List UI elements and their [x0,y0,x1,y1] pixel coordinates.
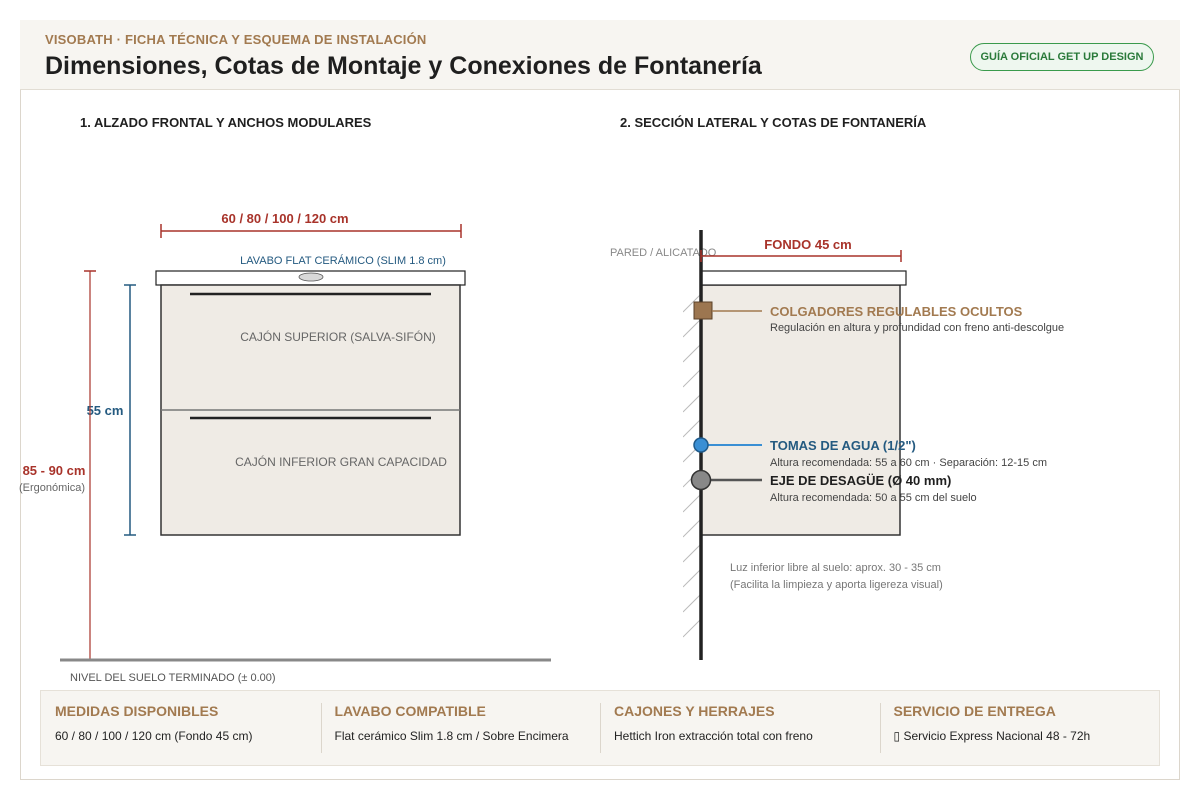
brand-line: VISOBATH · FICHA TÉCNICA Y ESQUEMA DE INSTALACIÓN [45,32,427,47]
hangers-title: COLGADORES REGULABLES OCULTOS [770,304,1023,319]
footer-title: SERVICIO DE ENTREGA [893,703,1056,719]
page-title: Dimensiones, Cotas de Montaje y Conexiones de Fontanería [45,52,762,80]
water-inlet-marker [694,438,708,452]
footer-title: CAJONES Y HERRAJES [614,703,775,719]
water-title: TOMAS DE AGUA (1/2") [770,438,916,453]
footer-cell-sizes [41,691,321,765]
total-height-label: 85 - 90 cm [22,463,86,478]
water-description: Altura recomendada: 55 a 60 cm · Separación: 12-15 cm [770,457,1047,469]
front-section-heading: 1. ALZADO FRONTAL Y ANCHOS MODULARES [80,115,372,130]
drain-description: Altura recomendada: 50 a 55 cm del suelo [770,492,977,504]
footer-value: Flat cerámico Slim 1.8 cm / Sobre Encimera [334,729,569,743]
footer-cell-sink [321,691,601,765]
cabinet-height-label: 55 cm [86,403,124,418]
width-label: 60 / 80 / 100 / 120 cm [221,211,349,226]
hanger-marker [694,302,712,319]
drawer-top-label: CAJÓN SUPERIOR (SALVA-SIFÓN) [240,330,436,344]
official-guide-badge: GUÍA OFICIAL GET UP DESIGN [970,43,1154,71]
footer-value: ▯ Servicio Express Nacional 48 - 72h [893,729,1091,743]
sink-drain-hole [299,273,323,281]
wall-hatch [683,295,700,637]
footer-title: MEDIDAS DISPONIBLES [55,703,219,719]
clearance-note: Luz inferior libre al suelo: aprox. 30 - 35 cm [730,562,941,574]
clearance-subnote: (Facilita la limpieza y aporta ligereza visual) [730,579,943,591]
total-height-note: (Ergonómica) [18,482,86,494]
depth-label: FONDO 45 cm [764,237,852,252]
footer-value: 60 / 80 / 100 / 120 cm (Fondo 45 cm) [55,729,253,743]
footer-cell-hardware [600,691,880,765]
footer-value: Hettich Iron extracción total con freno [614,729,813,743]
total-height-dimension [84,271,96,660]
footer-cell-delivery [880,691,1160,765]
footer-title: LAVABO COMPATIBLE [334,703,486,719]
drain-marker [692,471,711,490]
sink-slab-side [701,271,906,285]
side-section-heading: 2. SECCIÓN LATERAL Y COTAS DE FONTANERÍA [620,115,927,130]
wall-label: PARED / ALICATADO [610,247,717,259]
drain-title: EJE DE DESAGÜE (Ø 40 mm) [770,473,952,488]
hangers-description: Regulación en altura y profundidad con freno anti-descolgue [770,322,1065,334]
spec-footer [40,690,1160,766]
drawer-bottom-label: CAJÓN INFERIOR GRAN CAPACIDAD [235,455,447,469]
cabinet-height-dimension [124,285,136,535]
sink-label: LAVABO FLAT CERÁMICO (SLIM 1.8 cm) [240,255,446,267]
floor-label: NIVEL DEL SUELO TERMINADO (± 0.00) [70,672,276,684]
width-dimension [161,224,461,238]
